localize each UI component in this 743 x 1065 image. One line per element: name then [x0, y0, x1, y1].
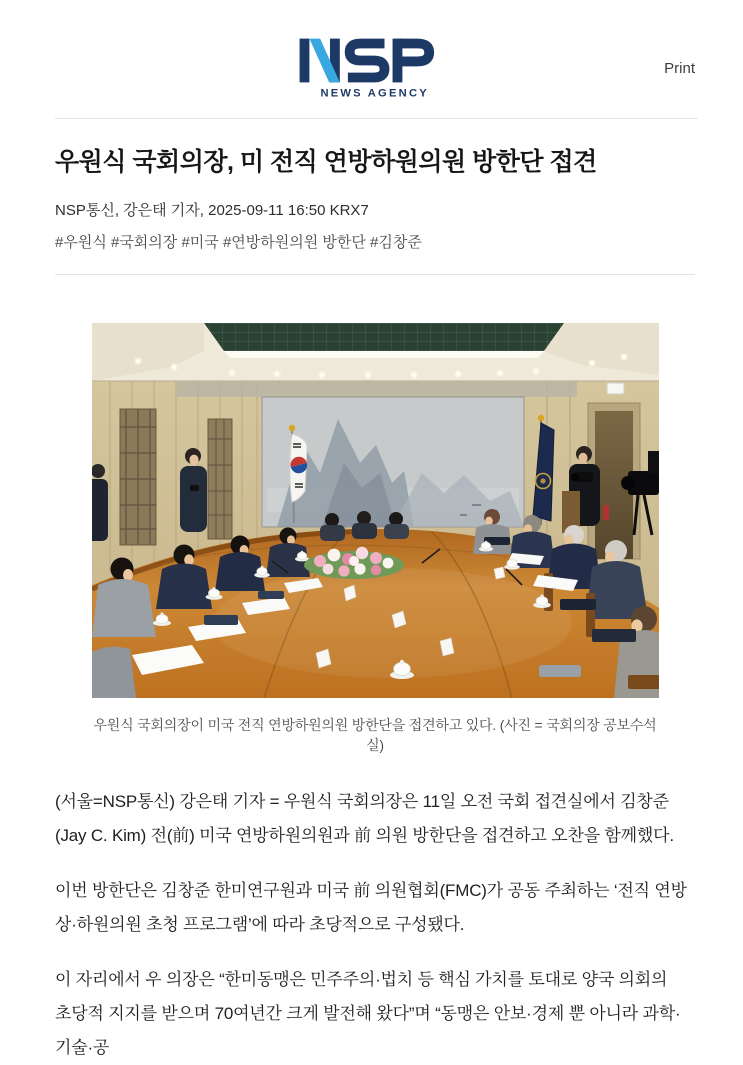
article-hashtags[interactable]: #우원식 #국회의장 #미국 #연방하원의원 방한단 #김창준 [55, 233, 422, 251]
cornice-band [177, 381, 577, 397]
article-photo [92, 323, 659, 698]
ceiling [92, 323, 659, 397]
article-main [0, 146, 743, 1065]
article-byline: NSP통신, 강은태 기자, 2025-09-11 16:50 KRX7 [55, 201, 369, 219]
partial-person-bottom-left [92, 646, 136, 697]
article-paragraph: (서울=NSP통신) 강은태 기자 = 우원식 국회의장은 11일 오전 국회 접견실에서 김창준(Jay C. Kim) 전(前) 미국 연방하원의원과 前 의원 방한단을 접견하고 오찬을 함께했다. [55, 791, 674, 845]
article-figure [92, 323, 659, 755]
article-paragraph: 이 자리에서 우 의장은 “한미동맹은 민주주의·법치 등 핵심 가치를 토대로 양국 의회의 초당적 지지를 받으며 70여년간 크게 발전해 왔다”며 “동맹은 안보·경제 뿐 아니라 과학·기술·공 [55, 969, 681, 1057]
article-title: 우원식 국회의장, 미 전직 연방하원의원 방한단 접견 [55, 148, 597, 176]
nsp-logo[interactable] [296, 36, 448, 107]
fire-extinguisher [603, 505, 609, 520]
photo-caption: 우원식 국회의장이 미국 전직 연방하원의원 방한단을 접견하고 있다. (사진 = 국회의장 공보수석실) [93, 716, 657, 753]
header-divider [55, 118, 698, 119]
nsp-logo-graphic [296, 36, 448, 102]
ceiling-coffer [204, 323, 564, 351]
page-header [0, 0, 743, 118]
article-body [55, 785, 695, 1065]
logo-subtext: NEWS AGENCY [319, 87, 429, 100]
article-divider [55, 274, 695, 275]
wall-sign [607, 383, 624, 394]
chair-frame [628, 675, 659, 689]
article-paragraph: 이번 방한단은 김창준 한미연구원과 미국 前 의원협회(FMC)가 공동 주최하는 ‘전직 연방 상·하원의원 초청 프로그램’에 따라 초당적으로 구성됐다. [55, 880, 687, 934]
print-button[interactable]: Print [664, 60, 695, 77]
smartphone [539, 665, 581, 677]
far-side-staff [320, 511, 409, 541]
